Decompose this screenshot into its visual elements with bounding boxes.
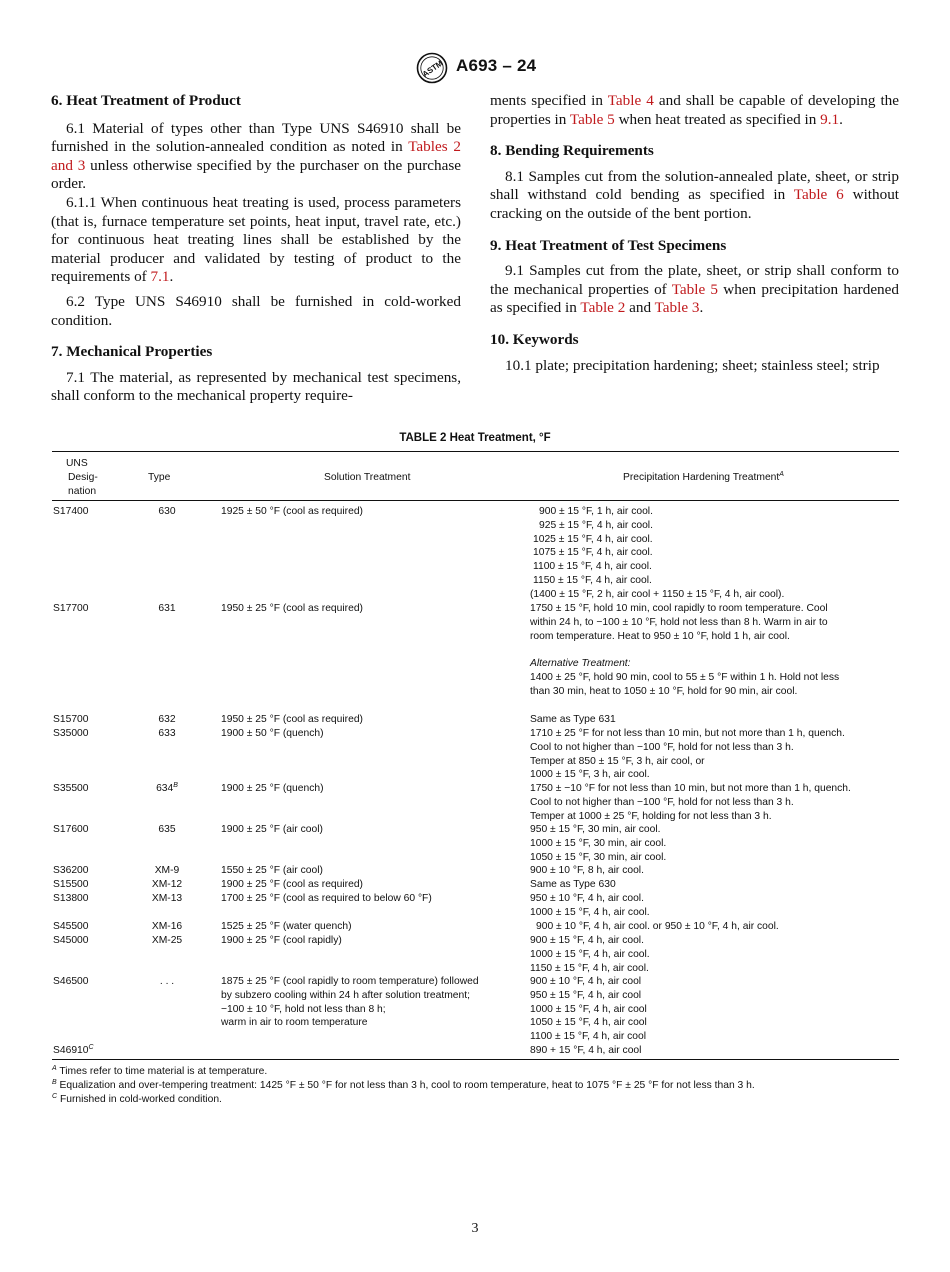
- footnote-c: $^C$ Furnished in cold-worked condition.: [52, 1093, 222, 1106]
- table-bottom-rule: [52, 1059, 899, 1060]
- section-8-heading: 8. Bending Requirements: [490, 142, 654, 160]
- link-table-6[interactable]: Table 6: [793, 186, 844, 204]
- paragraph-9-1: 9.1 Samples cut from the plate, sheet, or strip shall conform to the mechanical properties of Table 5 when precipitation hardened as specified in Table 2 and Table 3.: [490, 262, 899, 317]
- link-tables-2-3[interactable]: Tables 2 and 3: [51, 138, 462, 174]
- table-top-rule: [52, 451, 899, 452]
- link-table-4[interactable]: Table 4: [607, 92, 654, 109]
- column-header-precipitation: Precipitation Hardening Treatment$^A$: [623, 471, 784, 483]
- paragraph-6-1: 6.1 Material of types other than Type UNS S46910 shall be furnished in the solution-annealed condition as noted in Tables 2 and 3 unless otherwise specified by the purchaser on the purchase order.: [51, 119, 462, 193]
- link-7-1[interactable]: 7.1: [150, 268, 170, 286]
- paragraph-6-2: 6.2 Type UNS S46910 shall be furnished in cold-worked condition.: [51, 292, 461, 329]
- astm-logo-icon: [416, 52, 448, 84]
- section-9-heading: 9. Heat Treatment of Test Specimens: [490, 236, 727, 254]
- page-number: 3: [471, 1221, 479, 1236]
- section-6-heading: 6. Heat Treatment of Product: [51, 92, 241, 109]
- paragraph-8-1: 8.1 Samples cut from the solution-annealed plate, sheet, or strip shall withstand cold bending as specified in Table 6 without cracking on the outside of the bent portion.: [490, 167, 900, 222]
- column-header-solution: Solution Treatment: [324, 472, 411, 483]
- svg-text:ASTM: ASTM: [420, 58, 445, 80]
- left-column: [51, 92, 461, 406]
- paragraph-7-1: 7.1 The material, as represented by mechanical test specimens, shall conform to the mechanical property require-: [51, 368, 461, 405]
- link-9-1[interactable]: 9.1: [820, 110, 840, 128]
- table-title: TABLE 2 Heat Treatment, °F: [399, 432, 551, 444]
- link-table-5-b[interactable]: Table 5: [671, 280, 719, 298]
- table-footnotes: [52, 1065, 912, 1108]
- paragraph-6-1-1: 6.1.1 When continuous heat treating is used, process parameters (that is, furnace temperature set points, heat input, travel rate, etc.) for continuous heat treating lines shall be established by the material producer and validated by testing of product to the requirements of 7.1.: [51, 193, 461, 286]
- link-table-5[interactable]: Table 5: [569, 110, 615, 128]
- column-header-type: Type: [148, 472, 171, 483]
- section-10-heading: 10. Keywords: [490, 330, 579, 348]
- section-7-heading: 7. Mechanical Properties: [51, 343, 213, 361]
- footnote-a: $^A$ Times refer to time material is at temperature.: [52, 1065, 268, 1077]
- footnote-b: $^B$ Equalization and over-tempering treatment: 1425 °F ± 50 °F for not less than 3 h, cool to room temperature, heat to 1075 °F ± 25 °F for not less than 3 h.: [52, 1079, 755, 1092]
- link-table-3[interactable]: Table 3: [654, 299, 700, 317]
- right-column: [490, 92, 899, 375]
- page-header: [0, 52, 950, 86]
- link-table-2[interactable]: Table 2: [580, 299, 626, 317]
- document-designation: A693 – 24: [456, 56, 537, 75]
- column-header-uns: UNS Desig- nation: [66, 458, 98, 497]
- paragraph-10-1: 10.1 plate; precipitation hardening; sheet; stainless steel; strip: [505, 356, 880, 374]
- alternative-treatment-label: Alternative Treatment:: [530, 658, 631, 670]
- paragraph-7-1-continued: ments specified in Table 4 and shall be capable of developing the properties in Table 5 when heat treated as specified in 9.1.: [490, 92, 900, 128]
- table-header-rule: [52, 500, 899, 501]
